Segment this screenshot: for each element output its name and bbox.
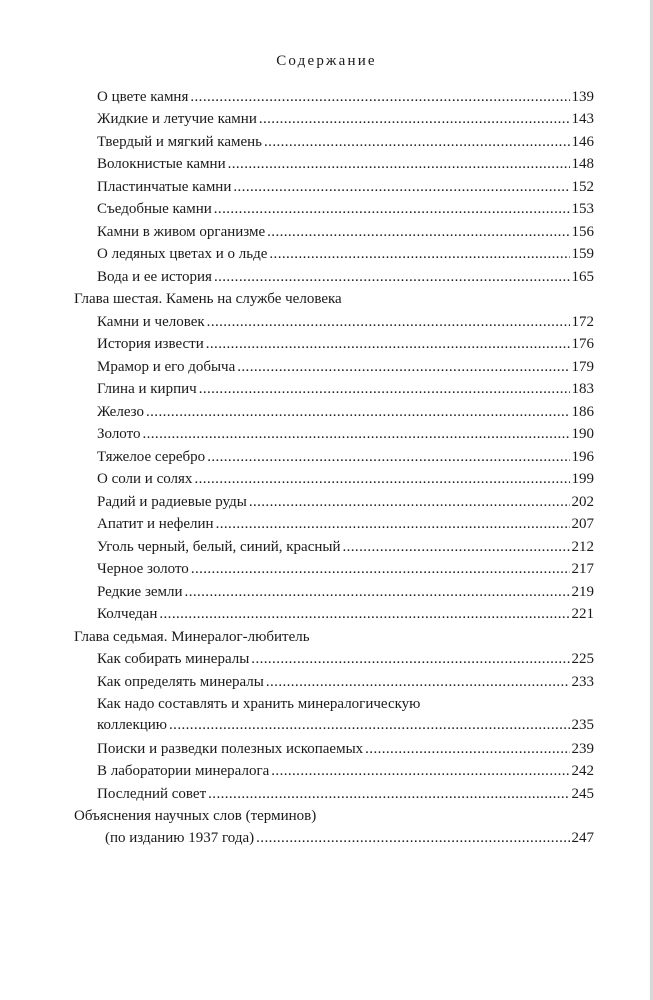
toc-entry[interactable]: [97, 221, 594, 243]
dot-leader: [207, 446, 569, 468]
toc-entry-page: 202: [571, 494, 594, 510]
toc-entry-title: Волокнистые камни: [97, 156, 226, 172]
dot-leader: [264, 131, 569, 153]
page-title: Содержание: [276, 53, 377, 69]
toc-entry-title: (по изданию 1937 года): [105, 830, 255, 846]
toc-entry-page: 186: [571, 404, 594, 420]
toc-entry[interactable]: [97, 333, 594, 355]
toc-entry[interactable]: [97, 131, 594, 153]
toc-entry-title: Глина и кирпич: [97, 381, 197, 397]
dot-leader: [233, 176, 569, 198]
toc-entry-page: 221: [571, 606, 594, 622]
toc-entry[interactable]: [97, 423, 594, 445]
dot-leader: [267, 221, 569, 243]
toc-entry[interactable]: [97, 714, 594, 736]
dot-leader: [208, 783, 569, 805]
toc-entry-title: Съедобные камни: [97, 201, 212, 217]
toc-entry-page: 247: [571, 830, 594, 846]
toc-entry[interactable]: [97, 108, 594, 130]
toc-entry[interactable]: [97, 603, 594, 625]
toc-entry-page: 148: [571, 156, 594, 172]
toc-entry-title: Апатит и нефелин: [97, 516, 214, 532]
toc-entry-title: Тяжелое серебро: [97, 449, 206, 465]
toc-entry-page: 152: [571, 179, 594, 195]
toc-entry-title: Твердый и мягкий камень: [97, 134, 263, 150]
toc-entry-page: 242: [571, 763, 594, 779]
toc-entry[interactable]: [97, 243, 594, 265]
toc-entry-page: 207: [571, 516, 594, 532]
toc-entry[interactable]: [97, 558, 594, 580]
toc-entry-title-line1[interactable]: Как надо составлять и хранить минералогическую: [97, 696, 421, 712]
toc-entry-title: Камни в живом организме: [97, 224, 266, 240]
toc-entry[interactable]: [97, 153, 594, 175]
toc-entry-title: В лаборатории минералога: [97, 763, 270, 779]
toc-entry-page: 239: [571, 741, 594, 757]
toc-entry-title: Мрамор и его добыча: [97, 359, 236, 375]
dot-leader: [214, 266, 570, 288]
toc-entry[interactable]: [97, 86, 594, 108]
dot-leader: [259, 108, 570, 130]
dot-leader: [159, 603, 569, 625]
toc-entry[interactable]: [97, 198, 594, 220]
toc-entry[interactable]: [97, 648, 594, 670]
dot-leader: [251, 648, 569, 670]
dot-leader: [365, 738, 569, 760]
toc-entry-title: Черное золото: [97, 561, 189, 577]
dot-leader: [214, 198, 570, 220]
dot-leader: [191, 558, 570, 580]
toc-entry[interactable]: [97, 176, 594, 198]
toc-entry-title: Железо: [97, 404, 144, 420]
toc-entry-page: 235: [571, 717, 594, 733]
toc-entry[interactable]: [97, 266, 594, 288]
dot-leader: [142, 423, 569, 445]
toc-entry[interactable]: [97, 760, 594, 782]
toc-entry-page: 245: [571, 786, 594, 802]
toc-entry-title: О соли и солях: [97, 471, 193, 487]
toc-entry-title: О ледяных цветах и о льде: [97, 246, 268, 262]
toc-entry-page: 225: [571, 651, 594, 667]
toc-entry-title-line1[interactable]: Объяснения научных слов (терминов): [74, 808, 317, 824]
toc-entry[interactable]: [97, 446, 594, 468]
toc-entry-page: 219: [571, 584, 594, 600]
toc-entry-page: 212: [571, 539, 594, 555]
toc-entry-page: 159: [571, 246, 594, 262]
toc-entry[interactable]: [97, 536, 594, 558]
dot-leader: [228, 153, 570, 175]
toc-entry-page: 139: [571, 89, 594, 105]
toc-entry-page: 153: [571, 201, 594, 217]
toc-entry-title: Уголь черный, белый, синий, красный: [97, 539, 341, 555]
dot-leader: [146, 401, 570, 423]
toc-entry-title: Вода и ее история: [97, 269, 212, 285]
toc-entry-title: Колчедан: [97, 606, 158, 622]
toc-entry-page: 165: [571, 269, 594, 285]
toc-entry-page: 190: [571, 426, 594, 442]
dot-leader: [269, 243, 569, 265]
toc-entry[interactable]: [97, 738, 594, 760]
toc-entry-title: История извести: [97, 336, 204, 352]
toc-entry-title: О цвете камня: [97, 89, 189, 105]
toc-entry[interactable]: [105, 827, 594, 849]
toc-entry[interactable]: [97, 783, 594, 805]
toc-entry-title: Золото: [97, 426, 141, 442]
toc-entry-title: Радий и радиевые руды: [97, 494, 247, 510]
toc-entry-title: Жидкие и летучие камни: [97, 111, 257, 127]
toc-entry[interactable]: [97, 513, 594, 535]
dot-leader: [199, 378, 570, 400]
toc-entry-title: Последний совет: [97, 786, 207, 802]
toc-entry-page: 176: [571, 336, 594, 352]
toc-entry[interactable]: [97, 311, 594, 333]
chapter-heading[interactable]: Глава седьмая. Минералог-любитель: [74, 629, 310, 645]
dot-leader: [216, 513, 570, 535]
toc-entry[interactable]: [97, 378, 594, 400]
dot-leader: [207, 311, 570, 333]
dot-leader: [249, 491, 570, 513]
toc-entry-page: 146: [571, 134, 594, 150]
dot-leader: [271, 760, 569, 782]
dot-leader: [256, 827, 569, 849]
dot-leader: [266, 671, 570, 693]
toc-entry-page: 143: [571, 111, 594, 127]
toc-entry[interactable]: [97, 491, 594, 513]
toc-entry-page: 196: [571, 449, 594, 465]
toc-entry-page: 233: [571, 674, 594, 690]
dot-leader: [185, 581, 570, 603]
dot-leader: [237, 356, 569, 378]
dot-leader: [190, 86, 569, 108]
toc-entry-page: 156: [571, 224, 594, 240]
toc-entry[interactable]: [97, 581, 594, 603]
toc-entry-page: 217: [571, 561, 594, 577]
toc-entry[interactable]: [97, 356, 594, 378]
dot-leader: [169, 714, 569, 736]
toc-entry-title: Как собирать минералы: [97, 651, 250, 667]
toc-entry-title: Пластинчатые камни: [97, 179, 232, 195]
toc-entry-page: 172: [571, 314, 594, 330]
toc-entry-title: Камни и человек: [97, 314, 205, 330]
dot-leader: [194, 468, 569, 490]
toc-entry-page: 199: [571, 471, 594, 487]
toc-entry-title: коллекцию: [97, 717, 168, 733]
toc-entry[interactable]: [97, 401, 594, 423]
toc-entry-title: Редкие земли: [97, 584, 183, 600]
toc-entry-title: Поиски и разведки полезных ископаемых: [97, 741, 364, 757]
toc-entry-page: 179: [571, 359, 594, 375]
dot-leader: [206, 333, 570, 355]
toc-entry-page: 183: [571, 381, 594, 397]
toc-entry-title: Как определять минералы: [97, 674, 264, 690]
toc-entry[interactable]: [97, 468, 594, 490]
dot-leader: [342, 536, 569, 558]
chapter-heading[interactable]: Глава шестая. Камень на службе человека: [74, 291, 342, 307]
toc-entry[interactable]: [97, 671, 594, 693]
